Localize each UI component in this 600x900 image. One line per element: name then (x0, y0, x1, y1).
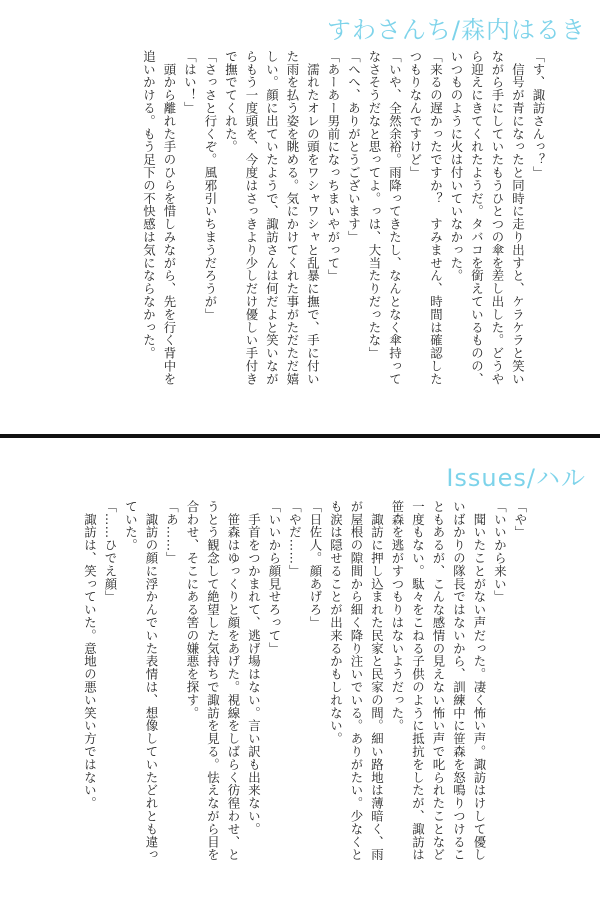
text-line: で撫でてくれた。 (223, 50, 239, 154)
text-line: も涙は隠せることが出来るかもしれない。 (328, 500, 344, 746)
text-line: 「いいから顔見せろって」 (267, 500, 282, 655)
text-line: 「やだ……」 (287, 500, 303, 578)
text-line: いつものように火は付いていなかった。 (449, 50, 464, 283)
text-line: 「いや、全然余裕。雨降ってきたし、なんとなく傘持って (387, 50, 403, 386)
text-line: 諏訪は、笑っていた。意地の悪い笑い方ではない。 (82, 500, 98, 810)
text-line: ら迎えにきてくれたようだ。タバコを銜えているものの、 (469, 50, 485, 386)
story1-title: すわさんち/森内はるき (326, 16, 586, 44)
text-line: しい。顔に出ていたようで、諏訪さんは何だよと笑いなが (264, 50, 280, 386)
text-line: 「あ……」 (164, 500, 180, 565)
text-line: 「す、諏訪さんっ？」 (531, 50, 546, 179)
text-line: つもりなんですけど」 (408, 50, 423, 179)
text-line: 笹森はゆっくりと顔をあげた。視線をしばらく彷徨わせ、と (226, 500, 241, 862)
text-line: 合わせ、そこにある筈の嫌悪を探す。 (185, 500, 200, 720)
text-line: うとう観念して絶望した気持ちで諏訪を見る。怯えながら目を (205, 500, 221, 862)
text-line: 追いかける。もう足下の不快感は気にならなかった。 (141, 50, 157, 360)
story2-body (82, 500, 530, 885)
text-line: 「さっさと行くぞ。風邪引いちまうだろうが」 (203, 50, 218, 321)
text-line: 「来るの遅かったですか？ すみません、時間は確認した (428, 50, 444, 386)
story2-title: Issues/ハル (446, 464, 586, 492)
text-line: 信号が青になったと同時に走り出すと、ケラケラと笑い (510, 50, 526, 386)
text-line: 「あーあー男前になっちまいやがって」 (326, 50, 341, 283)
text-line: いばかりの隊長ではないから、訓練中に笹森を怒鳴りつけるこ (451, 500, 467, 862)
story1-body (58, 50, 548, 410)
text-line: 手首をつかまれて、逃げ場はない。言い訳も出来ない。 (246, 500, 262, 836)
text-line: 「いいから来い」 (492, 500, 508, 604)
text-line: 濡れたオレの頭をワシャワシャと乱暴に撫で、手に付い (305, 50, 321, 386)
section-divider (0, 434, 600, 438)
text-line: 一度もない。駄々をこねる子供のように抵抗をしたが、諏訪は (410, 500, 426, 862)
text-line: 「……ひでえ顔」 (103, 500, 118, 604)
text-line: 「はい！」 (182, 50, 198, 115)
text-line: 笹森を逃がすつもりはないようだった。 (390, 500, 405, 733)
text-line: ながら手にしていたもうひとつの傘を差し出した。どうや (490, 50, 505, 386)
text-line: 「日佐人。顔あげろ」 (308, 500, 323, 629)
text-line: 諏訪の顔に浮かんでいた表情は、想像していたどれとも違っ (144, 500, 159, 862)
text-line: 諏訪に押し込まれた民家と民家の間。細い路地は薄暗く、雨 (369, 500, 385, 862)
text-line: た雨を払う姿を眺める。気にかけてくれた事がただただ嬉 (285, 50, 300, 386)
text-line: 「へへ、ありがとうございます」 (346, 50, 362, 244)
text-line: 「や」 (513, 500, 528, 539)
text-line: ていた。 (123, 500, 139, 552)
text-line: らもう一度頭を、今度はさっきより少しだけ優しい手付き (244, 50, 259, 386)
text-line: 聞いたことがない声だった。凄く怖い声。諏訪はけして優し (472, 500, 487, 862)
text-line: が屋根の隙間から細く降り注いでいる。ありがたい。少なくと (349, 500, 364, 862)
text-line: なさそうだなと思ってよ。っは、大当たりだったな」 (367, 50, 382, 360)
text-line: 頭から離れた手のひらを惜しみながら、先を行く背中を (162, 50, 177, 386)
text-line: ともあるが、こんな感情の見えない怖い声で叱られたことなど (431, 500, 446, 862)
